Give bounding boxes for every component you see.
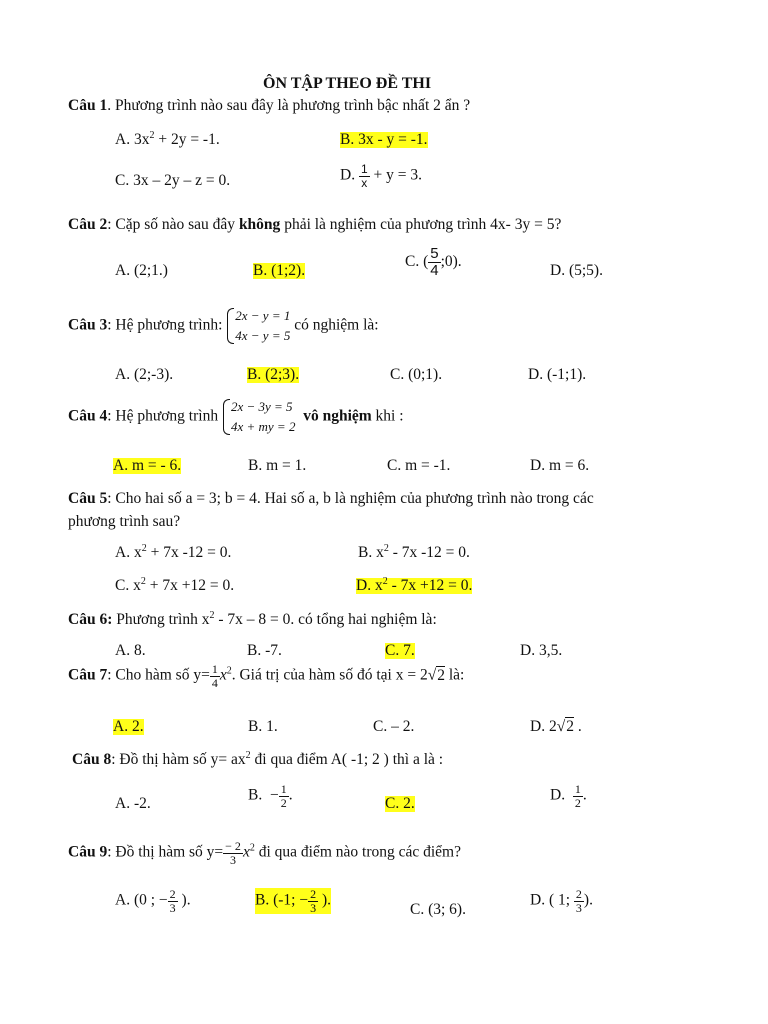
q7-option-b[interactable]: B. 1. <box>248 718 278 735</box>
q6-option-d[interactable]: D. 3,5. <box>520 642 563 659</box>
q7-option-c[interactable]: C. – 2. <box>373 718 415 735</box>
question-2-label: Câu 2 <box>68 216 108 233</box>
page-title: ÔN TẬP THEO ĐỀ THI <box>263 75 432 92</box>
fraction: $\frac{1}{2}$ <box>574 782 581 810</box>
fraction: $\frac{1}{4}$ <box>211 662 218 690</box>
q7-option-a[interactable]: A. 2. <box>113 718 144 735</box>
q8-option-c[interactable]: C. 2. <box>385 795 415 812</box>
question-4-label: Câu 4 <box>68 407 108 425</box>
q4-option-d[interactable]: D. m = 6. <box>530 457 590 474</box>
question-5-label: Câu 5 <box>68 490 108 507</box>
question-5: Câu 5: Cho hai số a = 3; b = 4. Hai số a, b là nghiệm của phương trình nào trong các <box>68 490 594 507</box>
question-7-label: Câu 7 <box>68 666 108 684</box>
q4-option-c[interactable]: C. m = -1. <box>387 457 451 474</box>
question-2: Câu 2: Cặp số nào sau đây không phải là nghiệm của phương trình 4x- 3y = 5? <box>68 216 562 233</box>
q5-option-b[interactable]: B. $x^2 - 7x$ -12 = 0. <box>358 543 470 561</box>
q2-option-b[interactable]: B. (1;2). <box>253 262 306 279</box>
q1-option-a[interactable]: A. $3x^2 + 2y = -1$. <box>115 130 220 148</box>
q1-option-b[interactable]: B. 3x - y = -1. <box>340 131 428 148</box>
question-9: Câu 9: Đồ thị hàm số y= $\frac{- 2}{3}$ $x^2$ đi qua điểm nào trong các điểm? <box>68 839 461 867</box>
q8-option-b[interactable]: B. − $\frac{1}{2}$ . <box>248 782 293 810</box>
question-8: Câu 8: Đồ thị hàm số $y= ax^2$ đi qua điểm A( -1; 2 ) thì a là : <box>72 750 444 768</box>
q1-option-c[interactable]: C. 3x – 2y – z = 0. <box>115 172 231 189</box>
q6-option-a[interactable]: A. 8. <box>115 642 146 659</box>
question-1-text: . Phương trình nào sau đây là phương trình bậc nhất 2 ẩn ? <box>107 97 471 114</box>
q9-option-a[interactable]: A. (0 ; − $\frac{2}{3}$ ). <box>115 887 191 915</box>
question-9-label: Câu 9 <box>68 843 108 861</box>
equation-system: 2x − 3y = 5 4x + my = 2 <box>222 397 295 437</box>
fraction: $\frac{2}{3}$ <box>169 887 176 915</box>
q5-option-d[interactable]: D. $x^2 - 7x +12 = 0$. <box>356 576 473 594</box>
equation-system: 2x − y = 1 4x − y = 5 <box>226 306 290 346</box>
q3-option-d[interactable]: D. (-1;1). <box>528 366 587 383</box>
fraction: $\frac{5}{4}$ <box>430 245 439 279</box>
q4-option-b[interactable]: B. m = 1. <box>248 457 307 474</box>
question-1-label: Câu 1 <box>68 97 108 114</box>
question-6-label: Câu 6: <box>68 611 113 628</box>
question-3-label: Câu 3 <box>68 316 108 334</box>
question-7: Câu 7: Cho hàm số y= $\frac{1}{4}$ $x^2$. Giá trị của hàm số đó tại x = 2√2 là: <box>68 662 465 690</box>
fraction: $\frac{- 2}{3}$ <box>225 839 241 867</box>
fraction: $\frac{1}{x}$ <box>360 162 368 190</box>
q8-option-d[interactable]: D. $\frac{1}{2}$ . <box>550 782 587 810</box>
q9-option-b[interactable]: B. (-1; − $\frac{2}{3}$ ). <box>255 887 332 915</box>
fraction: $\frac{2}{3}$ <box>575 887 582 915</box>
q3-option-c[interactable]: C. (0;1). <box>390 366 443 383</box>
question-5-line-2: phương trình sau? <box>68 513 181 530</box>
question-6: Câu 6: Phương trình $x^2 - 7x - 8 = 0$. có tổng hai nghiệm là: <box>68 610 437 628</box>
q7-option-d[interactable]: D. 2√2 . <box>530 718 582 735</box>
q6-option-b[interactable]: B. -7. <box>247 642 282 659</box>
q9-option-c[interactable]: C. (3; 6). <box>410 901 466 918</box>
q8-option-a[interactable]: A. -2. <box>115 795 151 812</box>
q2-option-c[interactable]: C. ( $\frac{5}{4}$ ;0). <box>405 245 462 279</box>
question-1 <box>68 98 470 114</box>
q3-option-b[interactable]: B. (2;3). <box>247 366 300 383</box>
q1-option-d[interactable]: D. $\frac{1}{x}$ + y = 3. <box>340 162 422 190</box>
q5-option-a[interactable]: A. $x^2 + 7x$ -12 = 0. <box>115 543 232 561</box>
question-8-label: Câu 8 <box>72 751 112 768</box>
fraction: $\frac{1}{2}$ <box>280 782 287 810</box>
q2-option-d[interactable]: D. (5;5). <box>550 262 603 279</box>
q4-option-a[interactable]: A. m = - 6. <box>113 457 182 474</box>
q6-option-c[interactable]: C. 7. <box>385 642 415 659</box>
q5-option-c[interactable]: C. $x^2 + 7x +12 = 0$. <box>115 576 235 594</box>
question-4: Câu 4: Hệ phương trình 2x − 3y = 5 4x + my = 2 vô nghiệm khi : <box>68 397 404 437</box>
q2-option-a[interactable]: A. (2;1.) <box>115 262 168 279</box>
question-3: Câu 3: Hệ phương trình: 2x − y = 1 4x − y = 5 có nghiệm là: <box>68 306 379 346</box>
fraction: $\frac{2}{3}$ <box>310 887 317 915</box>
q3-option-a[interactable]: A. (2;-3). <box>115 366 174 383</box>
q9-option-d[interactable]: D. ( 1; $\frac{2}{3}$ ). <box>530 887 593 915</box>
